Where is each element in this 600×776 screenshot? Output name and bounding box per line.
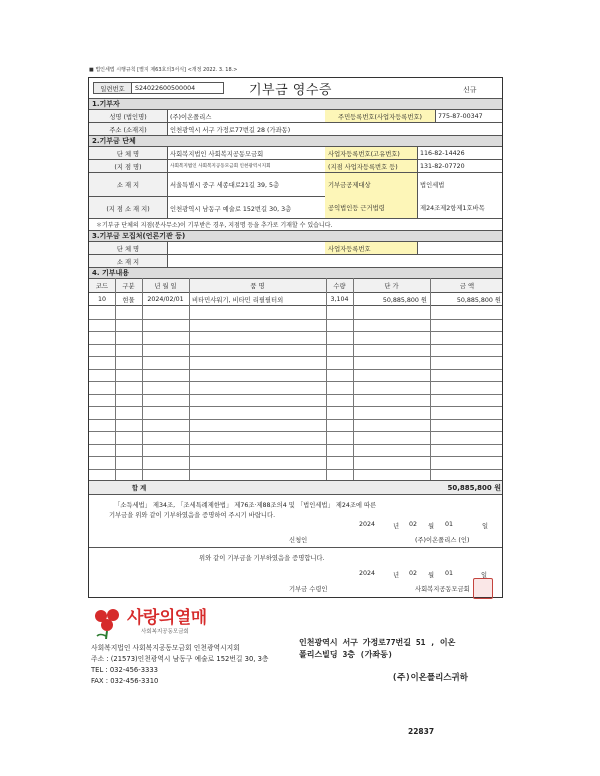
section-organization: 2.기부금 단체: [89, 135, 502, 146]
org-name: 사회복지법인 사회복지공동모금회: [170, 150, 264, 158]
certification-year: 2024: [359, 521, 376, 528]
org-address: 서울특별시 중구 세종대로21길 39, 5층: [170, 182, 280, 189]
applicant-label: 신청인: [289, 537, 308, 544]
certification-year-suffix: 년: [393, 523, 400, 530]
fruit-logo-icon: [91, 605, 127, 639]
table-row-divider: [89, 319, 502, 320]
table-row-divider: [89, 369, 502, 370]
recruiter-address-label: 소 재 지: [89, 255, 167, 267]
table-row-divider: [89, 394, 502, 395]
table-row-divider: [89, 381, 502, 382]
donor-address: 인천광역시 서구 가정로77번길 28 (가좌동): [170, 126, 291, 134]
recruiter-name-row: [89, 241, 502, 254]
row-type: 현물: [122, 296, 135, 304]
logo-main-text: 사랑의열매: [127, 608, 207, 628]
table-row-divider: [89, 469, 502, 470]
logo-sub-text: 사회복지공동모금회: [141, 629, 189, 635]
donor-reg-label: 주민등록번호(사업자등록번호): [325, 110, 435, 122]
legal-basis-label: 공익법인등 근거법령: [325, 196, 417, 219]
postal-code: 22837: [408, 727, 435, 736]
org-reg-number: 116-82-14426: [420, 149, 465, 157]
row-amount: 50,885,800 원: [456, 296, 501, 304]
sender-tel: TEL : 032-456-3333: [91, 666, 158, 674]
branch-note-row: [89, 218, 502, 230]
org-branch-name: 사회복지법인 사회복지공동모금회 인천광역시지회: [170, 164, 271, 169]
confirmation-month-suffix: 월: [428, 572, 435, 579]
table-row-divider: [89, 331, 502, 332]
table-column-divider: [115, 278, 116, 480]
legal-basis: 제24조제2항제1호바목: [420, 205, 485, 212]
table-row-divider: [89, 444, 502, 445]
confirmation-day-suffix: 일: [481, 572, 488, 579]
recruiter-reg-label: 사업자등록번호: [325, 242, 417, 254]
donor-reg-number: 775-87-00347: [438, 112, 483, 120]
org-branch-row: [89, 159, 502, 172]
receipt-number-label: 일련번호: [93, 82, 132, 94]
confirmation-block: [89, 547, 502, 599]
table-row-divider: [89, 344, 502, 345]
col-amount-header: 금 액: [459, 283, 475, 290]
donor-name: (주)이온폴리스: [170, 113, 212, 121]
deduction-target-label: 기부금공제대상: [325, 173, 417, 196]
org-branch-address: 인천광역시 남동구 예술로 152번길 30, 3층: [167, 196, 325, 219]
donor-name-row: [89, 109, 502, 122]
section-details: 4. 기부내용: [89, 267, 502, 278]
certification-day-suffix: 일: [482, 523, 489, 530]
mailing-address-line-2: 폴리스빌딩 3층 (가좌동): [299, 650, 393, 659]
row-code: 10: [97, 295, 106, 303]
table-row-divider: [89, 456, 502, 457]
confirmation-year-suffix: 년: [393, 572, 400, 579]
col-price-header: 단 가: [384, 283, 399, 290]
certification-line-1: 「소득세법」 제34조, 「조세특례제한법」 제76조·제88조의4 및 「법인세법」 제24조에 따른: [114, 502, 377, 509]
row-qty: 3,104: [330, 295, 349, 303]
col-qty-header: 수량: [333, 283, 346, 290]
sender-info: [91, 643, 269, 687]
form-regulation-note: ■ 법인세법 시행규칙 [별지 제63호의3서식] <개정 2022. 3. 18.>: [89, 67, 238, 73]
col-type-header: 구분: [122, 283, 135, 290]
logo: [91, 603, 231, 643]
official-seal-stamp: [473, 578, 493, 599]
receipt-number: S24022600500004: [132, 82, 224, 94]
table-row-divider: [89, 431, 502, 432]
sender-address: 주소 : (21573)인천광역시 남동구 예술로 152번길 30, 3층: [91, 655, 269, 663]
row-item: 비타민샤워기, 비타민 리필필터외: [192, 296, 284, 304]
col-date-header: 년 월 일: [154, 283, 177, 290]
total-amount: 50,885,800 원: [447, 483, 501, 492]
donation-receipt-form: [88, 77, 503, 598]
table-row-divider: [89, 356, 502, 357]
certification-block: [89, 494, 502, 547]
certification-line-2: 기부금을 위와 같이 기부하였음을 증명하여 주시기 바랍니다.: [109, 512, 276, 519]
total-label: 합 계: [131, 485, 147, 492]
org-name-label: 단 체 명: [89, 147, 167, 159]
org-reg-label: 사업자등록번호(고유번호): [325, 147, 417, 159]
certification-month-suffix: 월: [428, 523, 435, 530]
org-branch-reg-number: 131-82-07720: [420, 162, 465, 170]
donor-address-label: 주소 (소재지): [89, 123, 167, 135]
table-column-divider: [353, 278, 354, 480]
recipient-label: 기부금 수령인: [289, 586, 328, 593]
details-empty-rows: [89, 305, 502, 480]
section-donor: 1.기부자: [89, 98, 502, 109]
total-row: [89, 480, 502, 494]
status-badge: 신규: [463, 86, 477, 94]
org-branch-reg-label: (지점 사업자등록번호 등): [325, 160, 417, 172]
confirmation-month: 02: [409, 570, 418, 577]
recruiter-address-row: [89, 254, 502, 267]
org-branch-address-label: (지 점 소 재 지): [89, 196, 167, 219]
table-column-divider: [430, 278, 431, 480]
deduction-target: 법인세법: [420, 182, 445, 189]
org-address-block: [89, 172, 502, 218]
sender-org: 사회복지법인 사회복지공동모금회 인천광역시지회: [91, 644, 240, 652]
table-row-divider: [89, 406, 502, 407]
confirmation-day: 01: [445, 570, 454, 577]
applicant-name: (주)이온폴리스 (인): [415, 537, 470, 544]
certification-day: 01: [445, 521, 454, 528]
details-header-row: [89, 278, 502, 292]
recipient-mailing-address: [299, 637, 455, 661]
confirmation-line: 위와 같이 기부금을 기부하였음을 증명합니다.: [199, 555, 325, 562]
table-column-divider: [142, 278, 143, 480]
table-row-divider: [89, 419, 502, 420]
row-price: 50,885,800 원: [382, 296, 427, 304]
row-date: 2024/02/01: [147, 295, 184, 303]
col-item-header: 품 명: [250, 283, 265, 290]
org-branch-label: (지 점 명): [89, 160, 167, 172]
mailing-address-line-1: 인천광역시 서구 가정로77번길 51 , 이온: [299, 638, 456, 647]
donor-address-row: [89, 122, 502, 135]
donor-name-label: 성명 (법인명): [89, 110, 167, 122]
org-address-label: 소 재 지: [89, 173, 167, 196]
table-column-divider: [326, 278, 327, 480]
recipient-name: 사회복지공동모금회: [415, 586, 470, 593]
confirmation-year: 2024: [359, 570, 376, 577]
branch-note: ＊기부금 단체의 지점(분사무소)이 기부받은 경우, 지점명 등을 추가로 기재할 수 있습니다.: [96, 222, 333, 229]
sender-fax: FAX : 032-456-3310: [91, 677, 159, 685]
org-name-row: [89, 146, 502, 159]
title-row: [89, 78, 502, 98]
page-title: 기부금 영수증: [249, 83, 332, 98]
recruiter-name-label: 단 체 명: [89, 242, 167, 254]
section-recruiter: 3.기부금 모집처(언론기관 등): [89, 230, 502, 241]
table-row: [89, 292, 502, 305]
table-column-divider: [189, 278, 190, 480]
col-code-header: 코드: [95, 283, 109, 290]
mailing-recipient: (주)이온폴리스귀하: [392, 673, 468, 683]
certification-month: 02: [409, 521, 418, 528]
